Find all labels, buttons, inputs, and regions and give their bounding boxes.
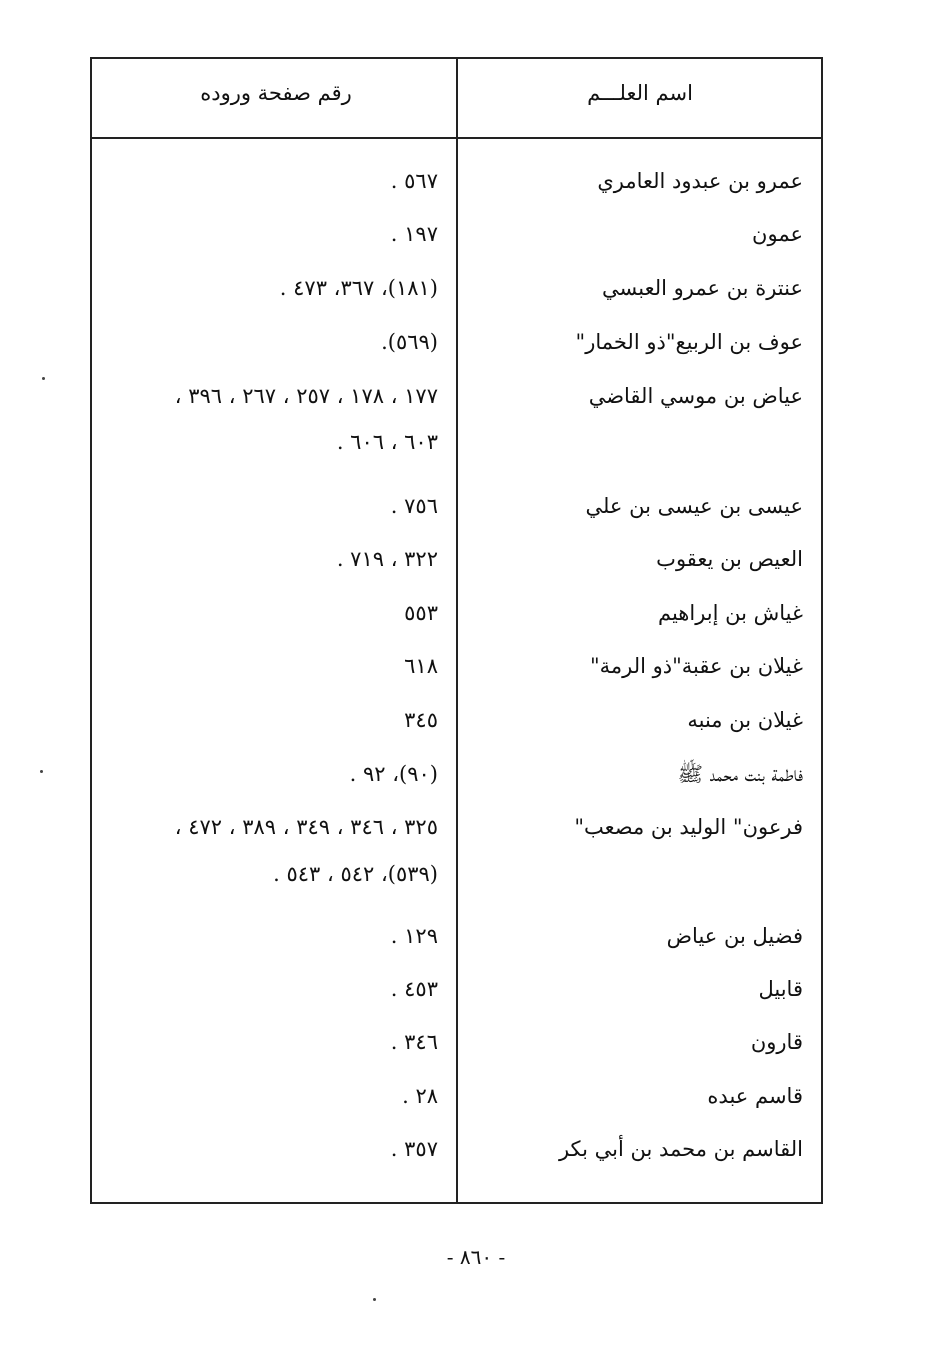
entry-pages: ٣٢٥ ، ٣٤٦ ، ٣٤٩ ، ٣٨٩ ، ٤٧٢ ، (174, 815, 438, 839)
header-divider (92, 137, 821, 139)
entry-pages: (٥٣٩)، ٥٤٢ ، ٥٤٣ . (273, 862, 438, 886)
entry-name: فضيل بن عياض (666, 924, 803, 948)
entry-pages: ٦١٨ (404, 654, 438, 678)
entry-name: عياض بن موسي القاضي (588, 384, 803, 408)
column-divider (456, 59, 458, 1202)
entry-name: العيص بن يعقوب (656, 547, 803, 571)
entry-name: عمرو بن عبدود العامري (597, 169, 803, 193)
entry-pages: ٥٥٣ (404, 601, 438, 625)
entry-name: عوف بن الربيع"ذو الخمار" (575, 330, 803, 354)
entry-name: قاسم عبده (707, 1084, 803, 1108)
entry-name: فاطمة بنت محمد ﷺ (677, 762, 803, 786)
header-name-column: اسم العلـــم (587, 81, 693, 105)
entry-name: فرعون" الوليد بن مصعب" (574, 815, 803, 839)
entry-name: غيلان بن عقبة"ذو الرمة" (589, 654, 803, 678)
entry-pages: ٥٦٧ . (390, 169, 438, 193)
entry-pages: ٢٨ . (402, 1084, 438, 1108)
scan-speck (40, 770, 43, 773)
entry-name: عنترة بن عمرو العبسي (602, 276, 803, 300)
entry-pages: ٤٥٣ . (390, 977, 438, 1001)
entry-pages: ١٧٧ ، ١٧٨ ، ٢٥٧ ، ٢٦٧ ، ٣٩٦ ، (174, 384, 438, 408)
entry-name: القاسم بن محمد بن أبي بكر (558, 1137, 803, 1161)
entry-name: عمون (752, 222, 803, 246)
header-pages-column: رقم صفحة وروده (200, 81, 352, 105)
entry-pages: (٩٠)، ٩٢ . (349, 762, 438, 786)
entry-pages: (٥٦٩). (381, 330, 438, 354)
entry-name: قارون (750, 1030, 803, 1054)
entry-name: عيسى بن عيسى بن علي (585, 494, 803, 518)
page-number: - ٨٦٠ - (446, 1245, 506, 1269)
entry-pages: ٣٤٦ . (390, 1030, 438, 1054)
entry-pages: ٣٥٧ . (390, 1137, 438, 1161)
entry-name: غيلان بن منبه (687, 708, 803, 732)
entry-pages: ١٢٩ . (390, 924, 438, 948)
entry-pages: ٦٠٣ ، ٦٠٦ . (336, 430, 438, 454)
entry-pages: ٣٢٢ ، ٧١٩ . (336, 547, 438, 571)
entry-name: قابيل (758, 977, 803, 1001)
scan-speck (373, 1298, 376, 1301)
entry-pages: ١٩٧ . (390, 222, 438, 246)
entry-pages: ٧٥٦ . (390, 494, 438, 518)
entry-pages: (١٨١)، ٣٦٧، ٤٧٣ . (279, 276, 438, 300)
entry-name: غياش بن إبراهيم (657, 601, 803, 625)
index-table (90, 57, 823, 1204)
scan-speck (42, 377, 45, 380)
entry-pages: ٣٤٥ (404, 708, 438, 732)
